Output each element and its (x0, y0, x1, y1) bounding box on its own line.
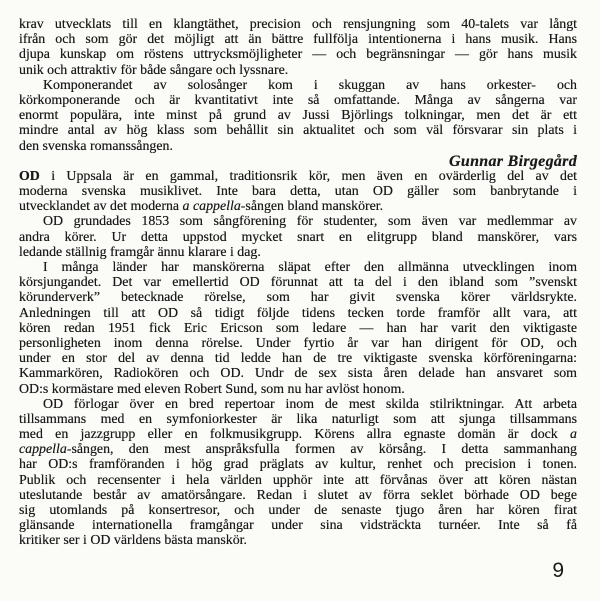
text-line: Komponerandet av solosånger kom i skuggan av hans orkester- och (43, 77, 577, 93)
italic-run: a (570, 427, 577, 443)
italic-run: a cappella (182, 199, 241, 215)
italic-run: cappella (19, 442, 67, 458)
text-run: i Uppsala är en gammal, traditionsrik kör, men även en ovärderlig del av det (51, 168, 577, 184)
text-line (19, 199, 577, 214)
text-line: I många länder har manskörerna släpat efter den allmänna utvecklingen inom (43, 260, 577, 275)
text-line: personligheten inom denna rörelse. Under fyrtio år var han dirigent för OD, och (19, 335, 577, 351)
text-line: körunderverk” betecknade rörelse, som har givit svenska körer världsrykte. (19, 290, 577, 306)
paragraph-3 (19, 169, 577, 215)
text-line: glänsande internationella framgångar under sina vidsträckta turnéer. Inte så få (19, 518, 577, 534)
text-line: kritiker ser i OD världens bästa manskör. (19, 533, 247, 549)
text-line: tillsammans med en symfoniorkester är lika naturligt som att sjunga tillsammans (19, 411, 577, 427)
text-line: körsjungandet. Det var emellertid OD förunnat att ta del i den ibland som ”svenskt (19, 275, 577, 291)
text-line: OD förlogar över en bred repertoar inom de mest skilda stilriktningar. Att arbeta (43, 396, 577, 412)
text-line: OD grundades 1853 som sångförening för studenter, som även var medlemmar av (43, 214, 577, 230)
text-line: uteslutande består av amatörsångare. Redan i slutet av förra seklet börhade OD bege (19, 487, 577, 503)
paragraph-5 (19, 260, 577, 397)
paragraph-2 (19, 78, 577, 154)
text-line: Anledningen till att OD så tidigt följde tidens tecken torde framför allt vara, att (19, 305, 577, 321)
text-run: -sången, den mest anspråksfulla formen av körsång. I detta sammanhang (66, 442, 577, 458)
text-line (19, 442, 577, 457)
bold-run: OD (19, 168, 40, 184)
text-run: -sången bland manskörer. (240, 199, 384, 215)
paragraph-4 (19, 214, 577, 260)
paragraph-6 (19, 397, 577, 549)
text-line: enormt populära, inte minst på grund av Jussi Björlings tolkningar, men det är ett (19, 108, 577, 124)
text-run: med en jazzgrupp eller en folkmusikgrupp. Körens allra egnaste domän är dock (19, 427, 558, 443)
text-line: kören redan 1951 fick Eric Ericson som ledare — han har varit den viktigaste (19, 320, 577, 336)
text-line (19, 427, 577, 442)
text-line: krav utvecklats till en klangtäthet, precision och rensjungning som 40-talets var långt (19, 17, 577, 32)
paragraph-1 (19, 17, 577, 78)
author-signature: Gunnar Birgegård (449, 152, 577, 170)
text-line: under en stor del av denna tid ledde han de tre viktigaste svenska körföreningarna: (19, 351, 577, 367)
text-line: andra körer. Ur detta uppstod mycket snart en elitgrupp bland manskörer, vars (19, 229, 577, 245)
text-line: mindre antal av hög klass som behållit sin aktualitet och som väl försvarar sin plats i (19, 123, 577, 139)
text-line (19, 169, 577, 184)
text-line: moderna svenska musiklivet. Inte bara detta, utan OD gäller som banbrytande i (19, 184, 577, 200)
text-run: utvecklandet av det moderna (19, 199, 180, 215)
text-line: Publik och recensenter i hela världen upphör inte att förvånas över att kören nästan (19, 472, 577, 488)
text-column (19, 17, 577, 549)
page-number: 9 (552, 559, 564, 582)
text-line: körkomponerande och är kvantitativt inte så omfattande. Många av sångerna var (19, 92, 577, 108)
text-line: Kammarkören, Radiokören och OD. Undr de sex sista åren delade han ansvaret som (19, 366, 577, 382)
text-line: OD:s kormästare med eleven Robert Sund, som nu har avlöst honom. (19, 381, 405, 397)
text-line: ifrån och som gör det möjligt att än bättre fullfölja intentionerna i hans musik. Hans (19, 32, 577, 48)
text-line: sig utomlands på konsertresor, och under de senaste tjugo åren har kören firat (19, 503, 577, 518)
text-line: unik och attraktiv för både sångare och lyssnare. (19, 62, 289, 78)
text-line: ledande ställnig framgår ännu klarare i dag. (19, 244, 261, 260)
text-line: den svenska romanssången. (19, 138, 173, 154)
text-line: djupa kunskap om röstens uttrycksmöjligheter — och begränsningar — gör hans musik (19, 47, 577, 63)
text-line: har OD:s framföranden i hög grad präglats av kultur, renhet och precision i tonen. (19, 457, 577, 473)
